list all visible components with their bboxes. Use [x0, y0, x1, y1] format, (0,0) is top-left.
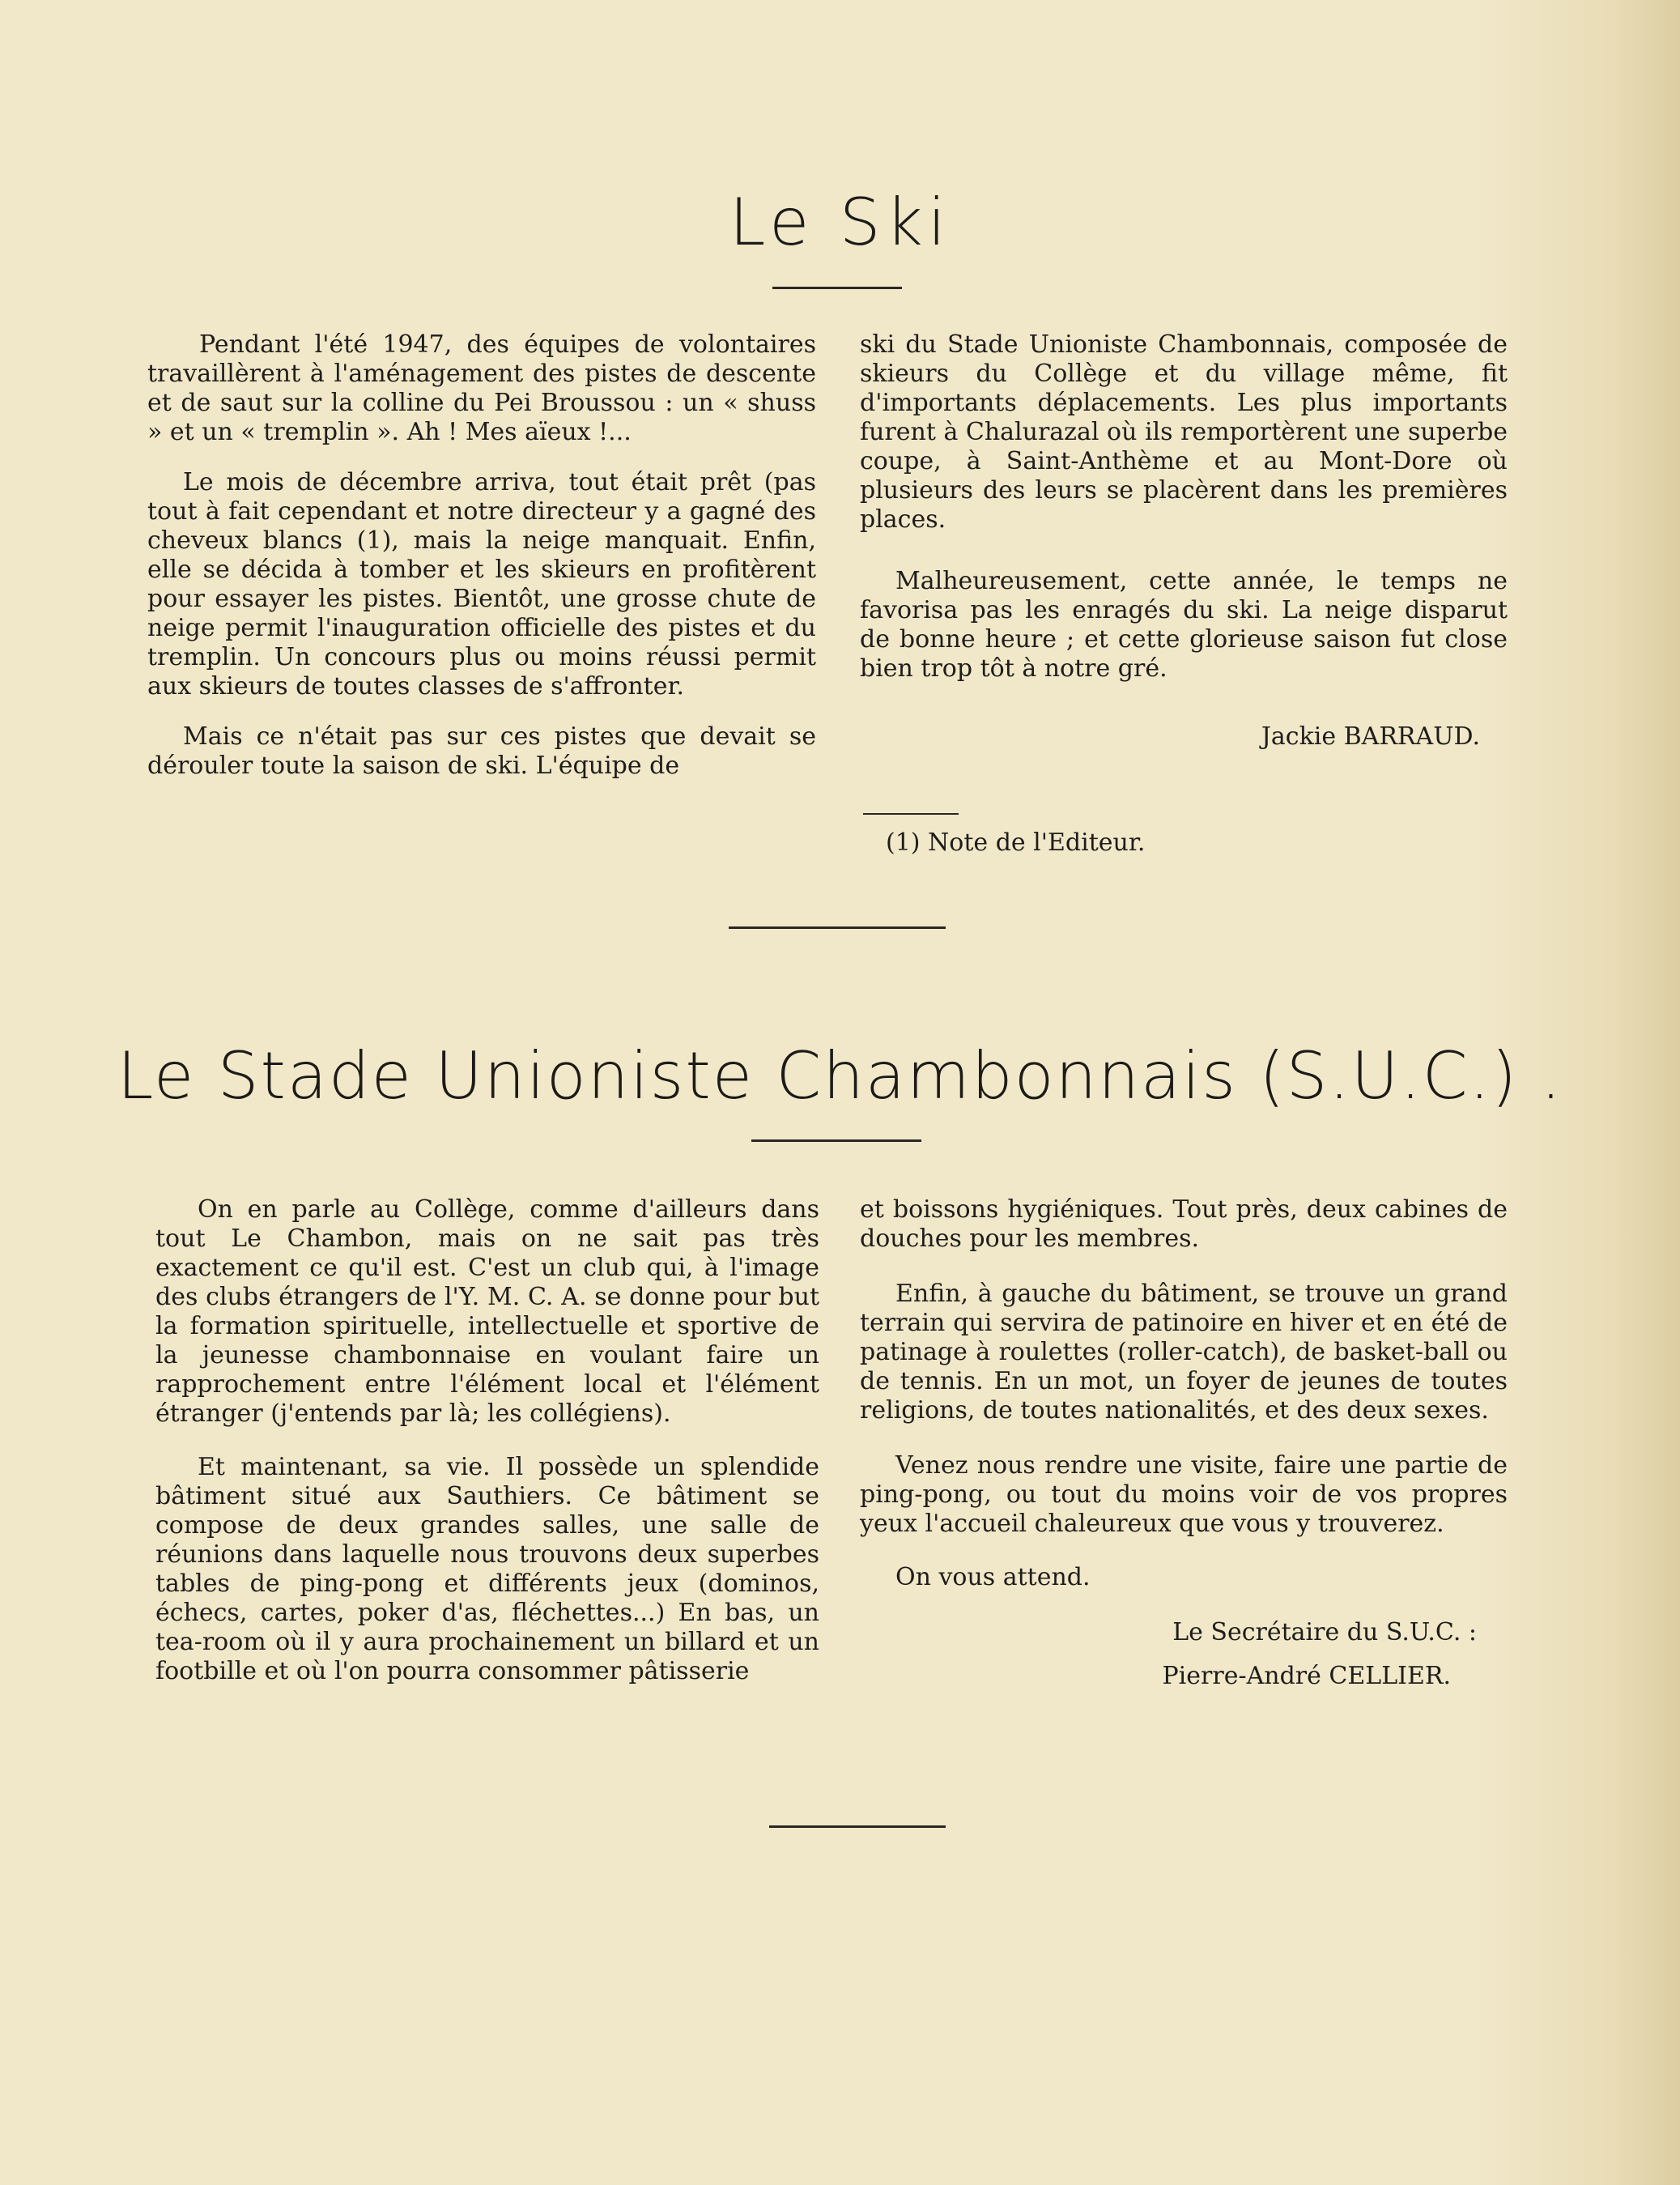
suc-paragraph: Et maintenant, sa vie. Il possède un splendide bâtiment situé aux Sauthiers. Ce bâtiment se compose de deux grandes salles, une salle de réunions dans laquelle nous trouvons deux superbes tables de ping-pong et différents jeux (dominos, échecs, cartes, poker d'as, fléchettes...) En bas, un tea-room où il y aura prochainement un billard et un footbille et où l'on pourra consommer pâtisserie — [155, 1453, 819, 1685]
suc-right-column — [860, 1195, 1508, 1691]
footnote-rule — [863, 813, 959, 815]
ski-signature: Jackie BARRAUD. — [1261, 722, 1480, 751]
ski-paragraph: ski du Stade Unioniste Chambonnais, composée de skieurs du Collège et du village même, fit d'importants déplacements. Les plus importants furent à Chalurazal où ils remportèrent une superbe coupe, à Saint-Anthème et au Mont-Dore où plusieurs des leurs se placèrent dans les premières places. — [860, 330, 1508, 534]
ski-paragraph: Pendant l'été 1947, des équipes de volontaires travaillèrent à l'aménagement des pistes de descente et de saut sur la colline du Pei Broussou : un « shuss » et un « tremplin ». Ah ! Mes aïeux !... — [147, 330, 816, 446]
suc-paragraph: Venez nous rendre une visite, faire une partie de ping-pong, ou tout du moins voir de vos propres yeux l'accueil chaleureux que vous y trouverez. — [860, 1451, 1508, 1538]
suc-paragraph: On en parle au Collège, comme d'ailleurs dans tout Le Chambon, mais on ne sait pas très exactement ce qu'il est. C'est un club qui, à l'image des clubs étrangers de l'Y. M. C. A. se donne pour but la formation spirituelle, intellectuelle et sportive de la jeunesse chambonnaise en voulant faire un rapprochement entre l'élément local et l'élément étranger (j'entends par là; les collégiens). — [155, 1195, 819, 1428]
suc-left-column — [155, 1195, 819, 1686]
ski-title-rule — [772, 287, 902, 289]
suc-paragraph: et boissons hygiéniques. Tout près, deux cabines de douches pour les membres. — [860, 1195, 1508, 1253]
bottom-rule — [769, 1825, 946, 1828]
suc-signature-title: Le Secrétaire du S.U.C. : — [1172, 1618, 1477, 1646]
ski-left-column — [147, 330, 816, 781]
ski-title: Le Ski — [729, 185, 951, 260]
ski-paragraph: Le mois de décembre arriva, tout était prêt (pas tout à fait cependant et notre directeur y a gagné des cheveux blancs (1), mais la neige manquait. Enfin, elle se décida à tomber et les skieurs en profitèrent pour essayer les pistes. Bientôt, une grosse chute de neige permit l'inauguration officielle des pistes et du tremplin. Un concours plus ou moins réussi permit aux skieurs de toutes classes de s'affronter. — [147, 468, 816, 701]
section-separator — [729, 926, 946, 929]
ski-right-column — [860, 330, 1508, 752]
suc-signature-name: Pierre-André CELLIER. — [1162, 1662, 1451, 1690]
suc-title-rule — [751, 1139, 921, 1142]
suc-paragraph: Enfin, à gauche du bâtiment, se trouve un grand terrain qui servira de patinoire en hiver et en été de patinage à roulettes (roller-catch), de basket-ball ou de tennis. En un mot, un foyer de jeunes de toutes religions, de toutes nationalités, et des deux sexes. — [860, 1280, 1508, 1425]
suc-paragraph: On vous attend. — [895, 1563, 1091, 1591]
ski-paragraph: Mais ce n'était pas sur ces pistes que devait se dérouler toute la saison de ski. L'équipe de — [147, 722, 816, 780]
ski-paragraph: Malheureusement, cette année, le temps ne favorisa pas les enragés du ski. La neige disparut de bonne heure ; et cette glorieuse saison fut close bien trop tôt à notre gré. — [860, 567, 1508, 683]
suc-title: Le Stade Unioniste Chambonnais (S.U.C.) . — [117, 1038, 1563, 1114]
ski-footnote: (1) Note de l'Editeur. — [886, 828, 1146, 857]
